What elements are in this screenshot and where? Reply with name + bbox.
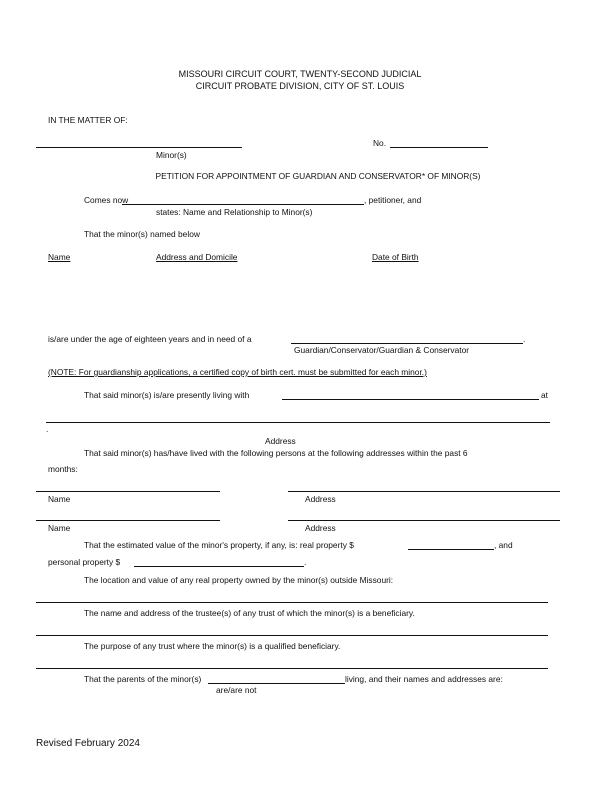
petitioner-suffix: , petitioner, and <box>364 195 422 205</box>
trust-purpose-field[interactable] <box>36 668 548 669</box>
comes-now-label: Comes now <box>84 195 129 205</box>
petitioner-name-field[interactable] <box>122 204 364 205</box>
living-with-field[interactable] <box>282 399 539 400</box>
history-name-field-1[interactable] <box>36 491 220 492</box>
history-name-label-2: Name <box>48 523 71 533</box>
court-name-line2: CIRCUIT PROBATE DIVISION, CITY OF ST. LOUIS <box>195 81 405 91</box>
case-number-field[interactable] <box>390 147 488 148</box>
court-name-line1: MISSOURI CIRCUIT COURT, TWENTY-SECOND JUDICIAL <box>178 69 422 79</box>
birth-cert-note: (NOTE: For guardianship applications, a certified copy of birth cert. must be submitted for each minor.) <box>48 367 427 377</box>
history-address-label-2: Address <box>305 523 336 533</box>
history-line1: That said minor(s) has/have lived with the following persons at the following addresses within the past 6 <box>84 448 468 458</box>
living-address-caption: Address <box>265 436 296 446</box>
age-period: . <box>523 334 526 344</box>
history-name-field-2[interactable] <box>36 520 220 521</box>
history-address-field-1[interactable] <box>288 491 560 492</box>
living-with-label: That said minor(s) is/are presently living with <box>84 390 250 400</box>
parents-status-field[interactable] <box>208 683 345 684</box>
parents-suffix: living, and their names and addresses are: <box>345 674 503 684</box>
real-property-suffix: , and <box>494 540 513 550</box>
petition-title: PETITION FOR APPOINTMENT OF GUARDIAN AND CONSERVATOR* OF MINOR(S) <box>155 171 481 181</box>
matter-label: IN THE MATTER OF: <box>48 115 128 125</box>
living-at-label: at <box>541 390 548 400</box>
states-caption: states: Name and Relationship to Minor(s) <box>156 207 313 217</box>
minor-caption: Minor(s) <box>156 150 187 160</box>
outside-property-field[interactable] <box>36 602 548 603</box>
minor-name-field[interactable] <box>36 147 242 148</box>
personal-property-suffix: . <box>304 557 307 567</box>
age-statement: is/are under the age of eighteen years and in need of a <box>48 334 252 344</box>
real-property-field[interactable] <box>408 549 494 550</box>
col-name-header: Name <box>48 252 71 262</box>
minors-intro: That the minor(s) named below <box>84 229 200 239</box>
trust-purpose-label: The purpose of any trust where the minor(s) is a qualified beneficiary. <box>84 641 341 651</box>
outside-property-label: The location and value of any real property owned by the minor(s) outside Missouri: <box>84 575 394 585</box>
history-address-label-1: Address <box>305 494 336 504</box>
revision-date: Revised February 2024 <box>36 738 140 749</box>
appointment-type-caption: Guardian/Conservator/Guardian & Conservator <box>294 345 470 355</box>
living-dot: . <box>46 424 49 434</box>
history-name-label-1: Name <box>48 494 71 504</box>
history-address-field-2[interactable] <box>288 520 560 521</box>
parents-label: That the parents of the minor(s) <box>84 674 202 684</box>
case-number-label: No. <box>373 138 387 148</box>
real-property-label: That the estimated value of the minor's property, if any, is: real property $ <box>84 540 354 550</box>
col-address-header: Address and Domicile <box>156 252 238 262</box>
trustee-field[interactable] <box>36 635 548 636</box>
appointment-type-field[interactable] <box>291 343 523 344</box>
living-address-field[interactable] <box>46 422 550 423</box>
personal-property-field[interactable] <box>134 566 304 567</box>
parents-status-caption: are/are not <box>216 685 257 695</box>
history-line2: months: <box>48 464 78 474</box>
col-dob-header: Date of Birth <box>372 252 419 262</box>
trustee-label: The name and address of the trustee(s) of any trust of which the minor(s) is a beneficiary. <box>84 608 415 618</box>
personal-property-label: personal property $ <box>48 557 121 567</box>
